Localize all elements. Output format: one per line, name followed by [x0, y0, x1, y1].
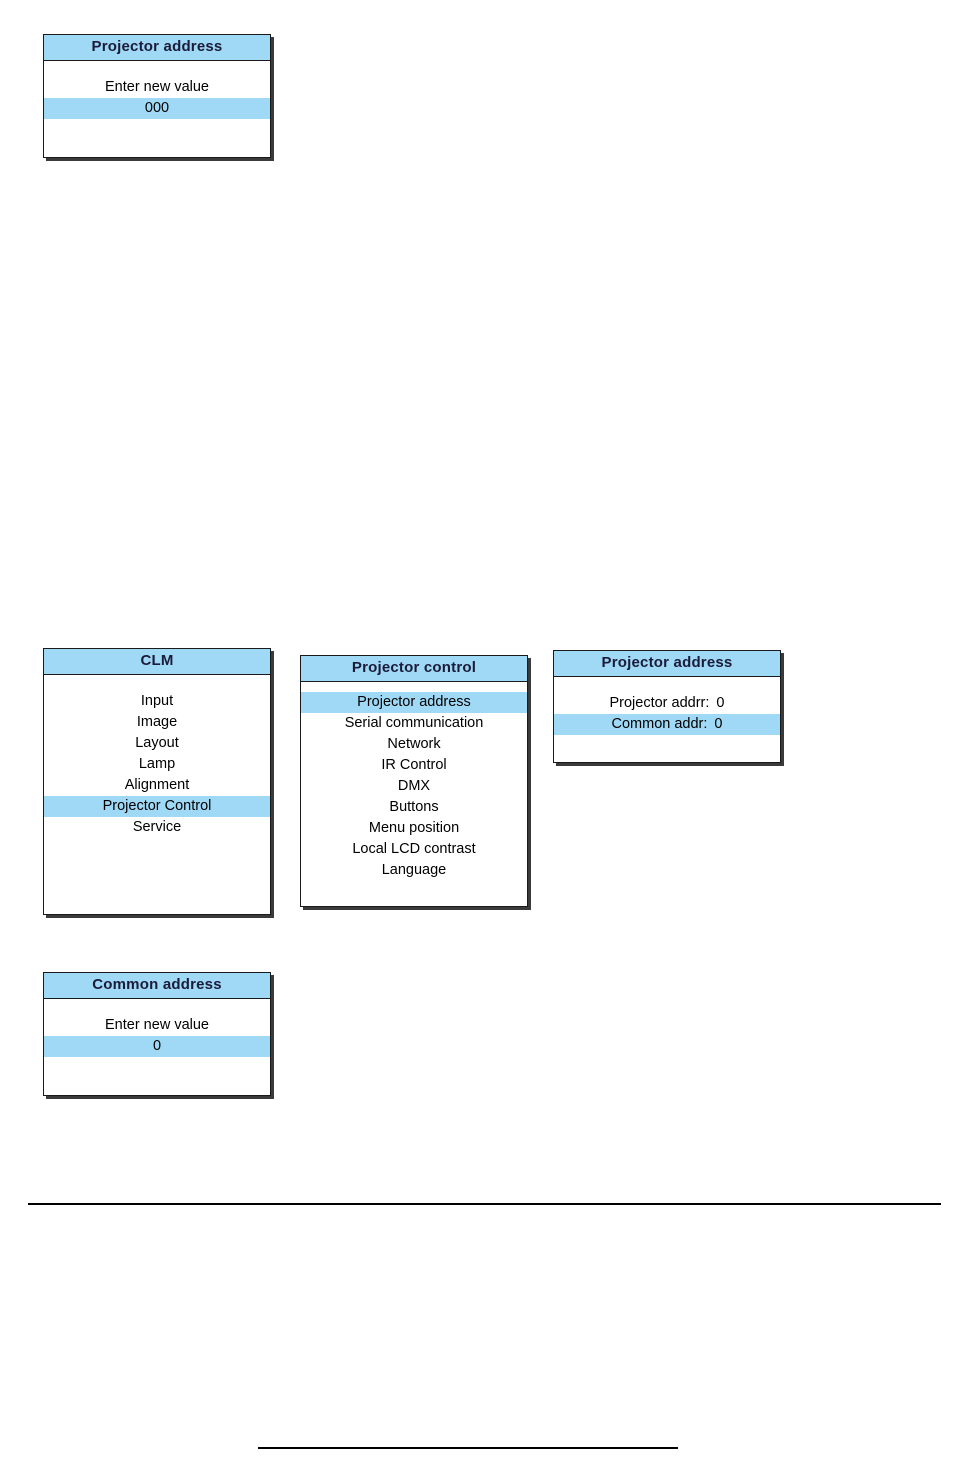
menu-item-layout[interactable]: Layout — [135, 735, 179, 751]
panel-body — [554, 677, 780, 735]
menu-item-service[interactable]: Service — [132, 819, 182, 835]
spacer — [554, 677, 780, 693]
panel-title: Common address — [44, 973, 270, 999]
menu-item-lamp[interactable]: Lamp — [138, 756, 176, 772]
menu-item-serial-communication[interactable]: Serial communication — [344, 715, 484, 731]
page-divider-bottom — [258, 1447, 678, 1449]
menu-item-language[interactable]: Language — [381, 862, 447, 878]
menu-item-projector-address[interactable]: Projector address — [301, 692, 527, 713]
menu-item-buttons[interactable]: Buttons — [389, 799, 439, 815]
menu-item-menu-position[interactable]: Menu position — [368, 820, 460, 836]
row-value: 0 — [714, 716, 723, 732]
spacer — [301, 682, 527, 692]
menu-item-ir-control[interactable]: IR Control — [381, 757, 447, 773]
osd-panel-projector-address-entry — [43, 34, 271, 158]
row-label: Common addr: — [611, 716, 708, 732]
panel-title: CLM — [44, 649, 270, 675]
value-field[interactable]: 000 — [44, 98, 270, 119]
osd-panel-clm-menu — [43, 648, 271, 915]
osd-panel-projector-control-menu — [300, 655, 528, 907]
osd-panel-common-address-entry — [43, 972, 271, 1096]
menu-item-alignment[interactable]: Alignment — [124, 777, 190, 793]
spacer — [44, 999, 270, 1015]
value-field[interactable]: 0 — [44, 1036, 270, 1057]
prompt-text: Enter new value — [105, 79, 209, 95]
panel-title: Projector address — [44, 35, 270, 61]
panel-body — [301, 682, 527, 881]
menu-item-local-lcd-contrast[interactable]: Local LCD contrast — [352, 841, 476, 857]
panel-body — [44, 61, 270, 119]
row-label: Projector addrr: — [609, 695, 710, 711]
panel-title: Projector address — [554, 651, 780, 677]
menu-item-input[interactable]: Input — [140, 693, 174, 709]
menu-item-projector-control[interactable]: Projector Control — [44, 796, 270, 817]
row-projector-address[interactable] — [554, 693, 780, 714]
panel-body — [44, 675, 270, 838]
menu-item-network[interactable]: Network — [387, 736, 441, 752]
panel-title: Projector control — [301, 656, 527, 682]
row-value: 0 — [716, 695, 725, 711]
spacer — [44, 61, 270, 77]
prompt-text: Enter new value — [105, 1017, 209, 1033]
page-divider-top — [28, 1203, 941, 1205]
menu-item-image[interactable]: Image — [136, 714, 178, 730]
row-common-address[interactable] — [554, 714, 780, 735]
spacer — [44, 675, 270, 691]
panel-body — [44, 999, 270, 1057]
menu-item-dmx[interactable]: DMX — [397, 778, 431, 794]
osd-panel-projector-address-values — [553, 650, 781, 763]
